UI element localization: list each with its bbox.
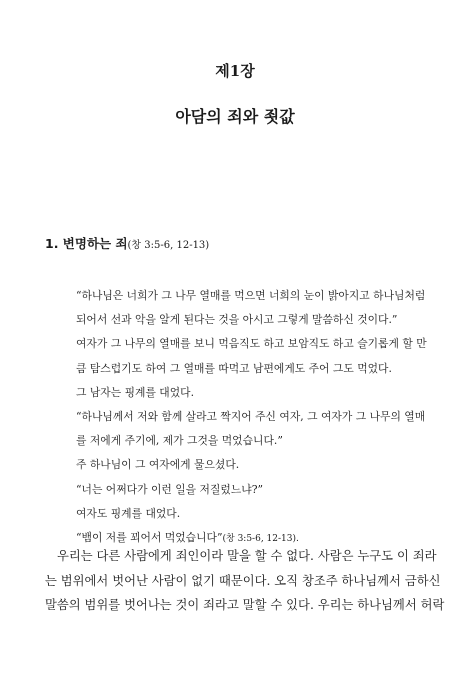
body-paragraph <box>45 544 445 618</box>
quote-line: “너는 어쩌다가 이런 일을 저질렀느냐?” <box>76 482 264 496</box>
quote-line: 그 남자는 핑계를 대었다. <box>76 385 195 399</box>
quote-line: “하나님께서 저와 함께 살라고 짝지어 주신 여자, 그 여자가 그 나무의 열매 <box>76 409 426 423</box>
scripture-quote <box>76 284 427 550</box>
quote-line: 되어서 선과 악을 알게 된다는 것을 아시고 그렇게 말씀하신 것이다.” <box>76 313 398 327</box>
section-reference: (창 3:5-6, 12-13) <box>127 240 210 251</box>
chapter-number: 제1장 <box>215 62 255 80</box>
quote-line: 큼 탐스럽기도 하여 그 열매를 따먹고 남편에게도 주어 그도 먹었다. <box>76 361 392 375</box>
quote-line: 여자가 그 나무의 열매를 보니 먹음직도 하고 보암직도 하고 슬기롭게 할 만 <box>76 337 427 351</box>
body-line: 는 범위에서 벗어난 사람이 없기 때문이다. 오직 창조주 하나님께서 금하신 <box>45 573 441 588</box>
quote-citation: (창 3:5-6, 12-13). <box>222 533 299 544</box>
quote-line: “하나님은 너희가 그 나무 열매를 먹으면 너희의 눈이 밝아지고 하나님처럼 <box>76 289 426 302</box>
chapter-title: 아담의 죄와 죗값 <box>175 107 295 126</box>
quote-line: 를 저에게 주기에, 제가 그것을 먹었습니다.” <box>76 434 283 448</box>
section-heading <box>45 234 445 252</box>
section-heading-text: 1. 변명하는 죄 <box>45 236 128 251</box>
quote-line: 주 하나님이 그 여자에게 물으셨다. <box>76 458 240 472</box>
quote-text: “뱀이 저를 꾀어서 먹었습니다” <box>76 530 223 544</box>
body-line: 말씀의 범위를 벗어나는 것이 죄라고 말할 수 있다. 우리는 하나님께서 허락 <box>45 598 445 613</box>
body-line: 우리는 다른 사람에게 죄인이라 말을 할 수 없다. 사람은 누구도 이 죄라 <box>57 549 437 563</box>
quote-line: 여자도 핑계를 대었다. <box>76 506 181 520</box>
